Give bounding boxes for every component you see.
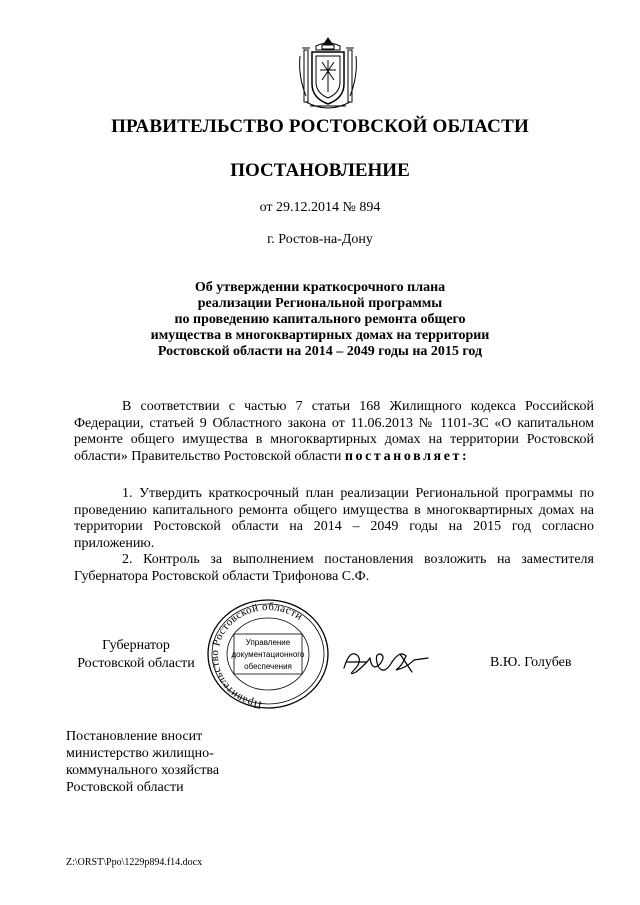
stamp-center-line: обеспечения (244, 662, 292, 671)
file-path: Z:\ORST\Ppo\1229p894.f14.docx (66, 857, 203, 868)
preamble-text: В соответствии с частью 7 статьи 168 Жилищного кодекса Российской Федерации, статьей 9 Областного закона от 11.06.2013 № 1101-ЗС «О капитальном ремонте общего имущества в многоквартирных домах на территории Ростовской области» Правительство Ростовской области (74, 399, 594, 464)
subject-line: имущества в многоквартирных домах на территории (150, 328, 490, 343)
organization-name: ПРАВИТЕЛЬСТВО РОСТОВСКОЙ ОБЛАСТИ (111, 116, 529, 137)
subject-line: Об утверждении краткосрочного плана (194, 280, 446, 295)
official-stamp (204, 598, 332, 710)
document-date-number: от 29.12.2014 № 894 (259, 200, 381, 215)
subject-line: реализации Региональной программы (197, 296, 443, 311)
note-line: министерство жилищно- (66, 746, 214, 761)
decree-word: постановляет: (344, 448, 470, 464)
subject-line: по проведению капитального ремонта общего (174, 312, 466, 327)
submitted-by-note (66, 728, 219, 796)
note-line: коммунального хозяйства (66, 763, 220, 778)
subject-line: Ростовской области на 2014 – 2049 годы на 2015 год (157, 344, 483, 359)
handwritten-signature (340, 642, 432, 682)
signatory-title (66, 637, 206, 673)
decree-item-1: 1. Утвердить краткосрочный план реализации Региональной программы по проведению капитального ремонта общего имущества в многоквартирных домах на территории Ростовской области на 2014 – 2049 годы на 2015 год согласно приложению. (74, 486, 594, 551)
document-city: г. Ростов-на-Дону (267, 232, 373, 247)
decree-item-2: 2. Контроль за выполнением постановления возложить на заместителя Губернатора Ростовской области Трифонова С.Ф. (74, 552, 594, 584)
stamp-ring-text: Правительство Ростовской области (208, 600, 305, 710)
note-line: Ростовской области (66, 780, 184, 795)
document-subject (100, 280, 540, 360)
signatory-title-line: Губернатор (102, 638, 170, 653)
signatory-title-line: Ростовской области (77, 656, 195, 671)
document-type-title: ПОСТАНОВЛЕНИЕ (230, 160, 410, 181)
stamp-center-line: документационного (231, 650, 305, 659)
signatory-name: В.Ю. Голубев (490, 655, 572, 670)
note-line: Постановление вносит (66, 729, 203, 744)
stamp-center-line: Управление (245, 638, 291, 647)
coat-of-arms-emblem (296, 36, 360, 114)
preamble-paragraph (74, 399, 594, 465)
